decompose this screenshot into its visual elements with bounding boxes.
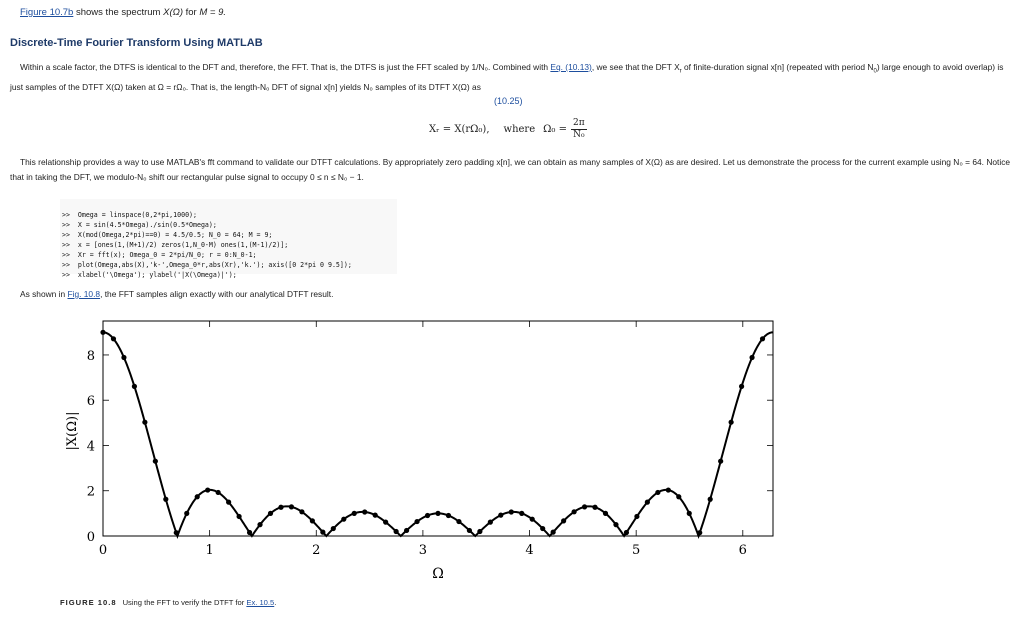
- tick-label: 2: [86, 484, 95, 500]
- fft-sample-point: [760, 336, 765, 341]
- fft-sample-point: [362, 509, 367, 514]
- tick-label: 1: [205, 543, 214, 558]
- fft-sample-point: [153, 459, 158, 464]
- eq-10-13-link[interactable]: Eq. (10.13): [550, 62, 592, 72]
- caption-end: .: [274, 598, 277, 607]
- fft-sample-point: [404, 528, 409, 533]
- y-axis-label: |X(Ω)|: [65, 411, 80, 451]
- fft-sample-point: [205, 487, 210, 492]
- tick-label: 0: [86, 530, 95, 545]
- caption-label: FIGURE 10.8: [60, 598, 117, 607]
- shown-text-2: , the FFT samples align exactly with our analytical DTFT result.: [100, 289, 334, 299]
- shown-text-1: As shown in: [20, 289, 68, 299]
- fft-sample-point: [278, 505, 283, 510]
- intro-text-1: shows the spectrum: [73, 7, 164, 18]
- fft-sample-point: [739, 384, 744, 389]
- para1-text-1: Within a scale factor, the DTFS is identical to the DFT and, therefore, the FFT. That is, the DTFS is just the FFT scaled by: [20, 62, 472, 72]
- fft-sample-point: [708, 497, 713, 502]
- fft-sample-point: [184, 511, 189, 516]
- fft-sample-point: [163, 497, 168, 502]
- code-line: >> xlabel('\Omega'); ylabel('|X(\Omega)|');: [62, 271, 237, 279]
- fft-sample-point: [331, 526, 336, 531]
- fft-sample-point: [645, 500, 650, 505]
- para1-text-3: , we see that the DFT X: [591, 62, 680, 72]
- fraction-numerator: 2π: [573, 118, 585, 128]
- fft-sample-point: [729, 420, 734, 425]
- fft-sample-point: [666, 487, 671, 492]
- fft-sample-point: [697, 530, 702, 535]
- code-line: >> Omega = linspace(0,2*pi,1000);: [62, 211, 197, 219]
- fft-sample-point: [132, 384, 137, 389]
- paragraph-dtfs-fft: Within a scale factor, the DTFS is identical to the DFT and, therefore, the FFT. That is, the DTFS is just the FFT scaled by 1/N₀. Combined with Eq. (10.13), we see that the DFT $X_r$ of finite-duration signal x[n] (repeated with period $N_0$) large enough to avoid overlap) is just samples of the DTFT X(Ω) taken at Ω = rΩ₀. That is, the length-N₀ DFT of signal x[n] yields N₀ samples of its DTFT X(Ω) as: [10, 62, 1004, 92]
- fft-sample-point: [310, 518, 315, 523]
- fft-sample-point: [687, 511, 692, 516]
- equation-number: (10.25): [494, 96, 523, 106]
- fft-sample-point: [216, 490, 221, 495]
- matlab-code-block: [60, 199, 397, 279]
- tick-label: 3: [418, 543, 428, 558]
- fft-sample-point: [100, 330, 105, 335]
- tick-label: 4: [525, 543, 534, 558]
- fft-sample-point: [435, 511, 440, 516]
- fft-sample-point: [142, 420, 147, 425]
- paragraph-matlab-fft: This relationship provides a way to use MATLAB's fft command to validate our DTFT calculations. By appropriately zero padding x[n], we can obtain as many samples of X(Ω) as are desired. Let us demonstrate the process for the current example using N₀ = 64. Notice that in taking the DFT, we modulo-N₀ shift our rectangular pulse signal to occupy 0 ≤ n ≤ N₀ − 1.: [10, 157, 1011, 182]
- fft-sample-point: [174, 530, 179, 535]
- fft-sample-point: [195, 494, 200, 499]
- fft-sample-point: [582, 504, 587, 509]
- fft-sample-point: [655, 490, 660, 495]
- tick-label: 6: [738, 543, 747, 558]
- para1-text-5: large enough to avoid overlap) is just samples of the DTFT X(Ω) taken at Ω = rΩ₀. That is, the length-N₀ DFT of signal x[n] yields N₀ samples of its DTFT X(Ω) as: [10, 62, 1004, 92]
- ex-10-5-link[interactable]: Ex. 10.5: [246, 598, 275, 607]
- intro-math-2: M = 9.: [199, 7, 227, 18]
- fft-sample-point: [540, 526, 545, 531]
- figure-10-7b-link[interactable]: Figure 10.7b: [20, 7, 74, 18]
- fft-sample-point: [446, 513, 451, 518]
- tick-label: 2: [312, 543, 321, 558]
- para1-text-4: of finite-duration signal x[n] (repeated with period N: [681, 62, 874, 72]
- fft-sample-point: [289, 504, 294, 509]
- fft-sample-point: [676, 494, 681, 499]
- intro-text-2: for: [183, 7, 200, 18]
- fft-sample-point: [341, 517, 346, 522]
- fft-sample-point: [488, 520, 493, 525]
- fft-sample-point: [373, 513, 378, 518]
- code-line: >> plot(Omega,abs(X),'k-',Omega_0*r,abs(Xr),'k.'); axis([0 2*pi 0 9.5]);: [62, 261, 352, 269]
- equation-lhs: Xᵣ = X(rΩ₀),: [429, 124, 490, 135]
- equation-where: where: [503, 124, 536, 135]
- fft-sample-point: [749, 355, 754, 360]
- figure-caption: [60, 598, 276, 607]
- fft-sample-point: [226, 500, 231, 505]
- fft-sample-point: [268, 511, 273, 516]
- fft-sample-point: [352, 511, 357, 516]
- tick-label: 6: [86, 394, 95, 410]
- fft-sample-point: [121, 355, 126, 360]
- fft-sample-point: [299, 509, 304, 514]
- fft-sample-point: [257, 522, 262, 527]
- tick-label: 5: [632, 543, 641, 558]
- code-line: >> X = sin(4.5*Omega)./sin(0.5*Omega);: [62, 221, 217, 229]
- figure-intro-sentence: [20, 289, 333, 299]
- fft-sample-point: [718, 459, 723, 464]
- x-axis-label: Ω: [432, 566, 444, 582]
- fft-sample-point: [519, 511, 524, 516]
- scale-factor: 1/N₀: [471, 62, 489, 72]
- fft-sample-point: [509, 509, 514, 514]
- section-heading: Discrete-Time Fourier Transform Using MATLAB: [10, 37, 263, 49]
- code-line: >> x = [ones(1,(M+1)/2) zeros(1,N_0-M) ones(1,(M-1)/2)];: [62, 241, 289, 249]
- fft-sample-point: [530, 517, 535, 522]
- tick-label: 0: [98, 543, 108, 558]
- fft-sample-point: [613, 522, 618, 527]
- code-line: >> Xr = fft(x); Omega_0 = 2*pi/N_0; r = 0:N_0-1;: [62, 251, 257, 259]
- fft-sample-point: [498, 513, 503, 518]
- equation-10-25: [429, 118, 587, 141]
- fft-sample-point: [320, 530, 325, 535]
- fig-10-8-link[interactable]: Fig. 10.8: [67, 289, 101, 299]
- equation-omega: Ω₀ =: [543, 124, 567, 135]
- fft-sample-point: [236, 514, 241, 519]
- dtft-fft-chart: [60, 315, 777, 585]
- fft-sample-point: [111, 336, 116, 341]
- code-line: >> X(mod(Omega,2*pi)==0) = 4.5/0.5; N_0 = 64; M = 9;: [62, 231, 273, 239]
- intro-math-1: X(Ω): [163, 7, 183, 18]
- fft-sample-point: [477, 529, 482, 534]
- fft-sample-point: [603, 511, 608, 516]
- figure-10-8: [60, 315, 777, 585]
- tick-label: 4: [86, 439, 95, 455]
- fft-sample-point: [571, 509, 576, 514]
- equation-fraction: [571, 118, 587, 141]
- para1-text-2: . Combined with: [488, 62, 551, 72]
- fft-sample-point: [561, 518, 566, 523]
- fft-sample-point: [551, 530, 556, 535]
- intro-line: [20, 7, 226, 18]
- fft-sample-point: [624, 530, 629, 535]
- fft-sample-point: [456, 519, 461, 524]
- fft-sample-point: [383, 520, 388, 525]
- fft-sample-point: [425, 513, 430, 518]
- fraction-denominator: N₀: [573, 130, 585, 140]
- fft-sample-point: [634, 514, 639, 519]
- fft-sample-point: [592, 505, 597, 510]
- fft-sample-point: [394, 529, 399, 534]
- fft-sample-point: [247, 530, 252, 535]
- tick-label: 8: [86, 348, 95, 364]
- fft-sample-point: [467, 528, 472, 533]
- caption-text: Using the FFT to verify the DTFT for: [122, 598, 247, 607]
- fft-sample-point: [414, 519, 419, 524]
